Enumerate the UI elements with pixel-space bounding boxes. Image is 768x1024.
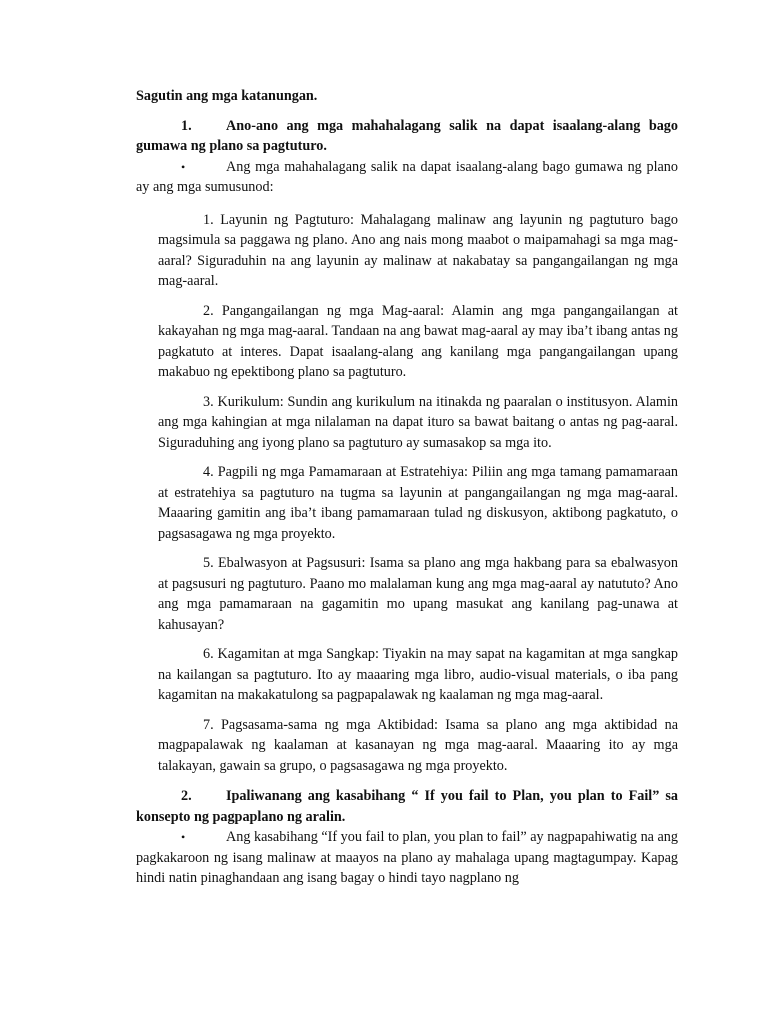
question-2 (136, 786, 678, 827)
list-item-text: Kagamitan at mga Sangkap: Tiyakin na may sapat na kagamitan at mga sangkap na kailangan sa pagtuturo. Ito ay maaaring mga libro, audio-visual materials, o iba pang kagamitan na makakatulong sa pagpapalawak ng kaalaman ng mga mag-aaral. (158, 646, 678, 703)
list-item-number: 5. (203, 555, 214, 571)
list-item (158, 715, 678, 777)
question-2-text: Ipaliwanang ang kasabihang “ If you fail to Plan, you plan to Fail” sa konsepto ng pagpaplano ng aralin. (136, 788, 678, 825)
list-item-text: Ebalwasyon at Pagsusuri: Isama sa plano ang mga hakbang para sa ebalwasyon at pagsusuri ng pagtuturo. Paano mo malalaman kung ang mga mag-aaral ay natututo? Ano ang mga pamamaraan na gagamitin mo upang masukat ang kanilang pag-unawa at kahusayan? (158, 555, 678, 633)
question-1-number: 1. (181, 117, 192, 134)
document-page (136, 86, 678, 889)
answer-2 (136, 827, 678, 889)
list-item-text: Layunin ng Pagtuturo: Mahalagang malinaw ang layunin ng pagtuturo bago magsimula sa paggawa ng plano. Ano ang nais mong maabot o maipamahagi sa mga mag-aaral? Siguraduhin na ang layunin ay malinaw at nakabatay sa pangangailangan ng mga mag-aaral. (158, 211, 678, 289)
answer-1-text: Ang mga mahahalagang salik na dapat isaalang-alang bago gumawa ng plano ay ang mga sumusunod: (136, 158, 678, 195)
list-item-text: Pagsasama-sama ng mga Aktibidad: Isama sa plano ang mga aktibidad na magpapalawak ng kaalaman at kasanayan ng mga mag-aaral. Maaaring ito ay mga talakayan, gawain sa grupo, o pagsasagawa ng mga proyekto. (158, 716, 679, 774)
salik-list (136, 210, 678, 777)
answer-1-intro (136, 157, 678, 198)
answer-2-text: Ang kasabihang “If you fail to plan, you plan to fail” ay nagpapahiwatig na ang pagkakaroon ng isang malinaw at maayos na plano ay mahalaga upang magtagumpay. Kapag hindi natin pinaghandaan ang isang bagay o hindi tayo nagplano ng (136, 829, 678, 886)
question-1 (136, 116, 678, 157)
list-item (158, 644, 678, 706)
list-item-number: 7. (203, 716, 214, 733)
bullet-icon: • (181, 159, 186, 174)
list-item (158, 301, 678, 383)
list-item-text: Pangangailangan ng mga Mag-aaral: Alamin ang mga pangangailangan at kakayahan ng mga mag-aaral. Tandaan na ang bawat mag-aaral ay may iba’t ibang antas ng pagkatuto at interes. Dapat isaalang-alang ang kanilang mga pangangailangan upang makabuo ng epektibong plano sa pagtuturo. (158, 302, 678, 380)
list-item-number: 4. (203, 464, 214, 480)
list-item-number: 2. (203, 302, 214, 319)
list-item (158, 553, 678, 635)
list-item (158, 462, 678, 544)
page-heading: Sagutin ang mga katanungan. (136, 88, 318, 104)
bullet-icon: • (181, 830, 186, 844)
list-item (158, 210, 678, 292)
question-1-text: Ano-ano ang mga mahahalagang salik na dapat isaalang-alang bago gumawa ng plano sa pagtuturo. (136, 117, 678, 154)
question-2-number: 2. (181, 788, 192, 804)
list-item-number: 6. (203, 646, 214, 662)
list-item-text: Kurikulum: Sundin ang kurikulum na itinakda ng paaralan o institusyon. Alamin ang mga kahingian at mga nilalaman na dapat ituro sa bawat baitang o antas ng pag-aaral. Siguraduhing ang iyong plano sa pagtuturo ay sumasakop sa mga ito. (158, 393, 679, 451)
list-item (158, 392, 678, 454)
list-item-text: Pagpili ng mga Pamamaraan at Estratehiya: Piliin ang mga tamang pamamaraan at estratehiya sa pagtuturo na tugma sa layunin at pangangailangan ng mga mag-aaral. Maaaring gamitin ang iba’t ibang pamamaraan tulad ng diskusyon, aktibong pagkatuto, o pagsasagawa ng mga proyekto. (158, 464, 679, 542)
list-item-number: 3. (203, 393, 214, 410)
list-item-number: 1. (203, 211, 214, 228)
